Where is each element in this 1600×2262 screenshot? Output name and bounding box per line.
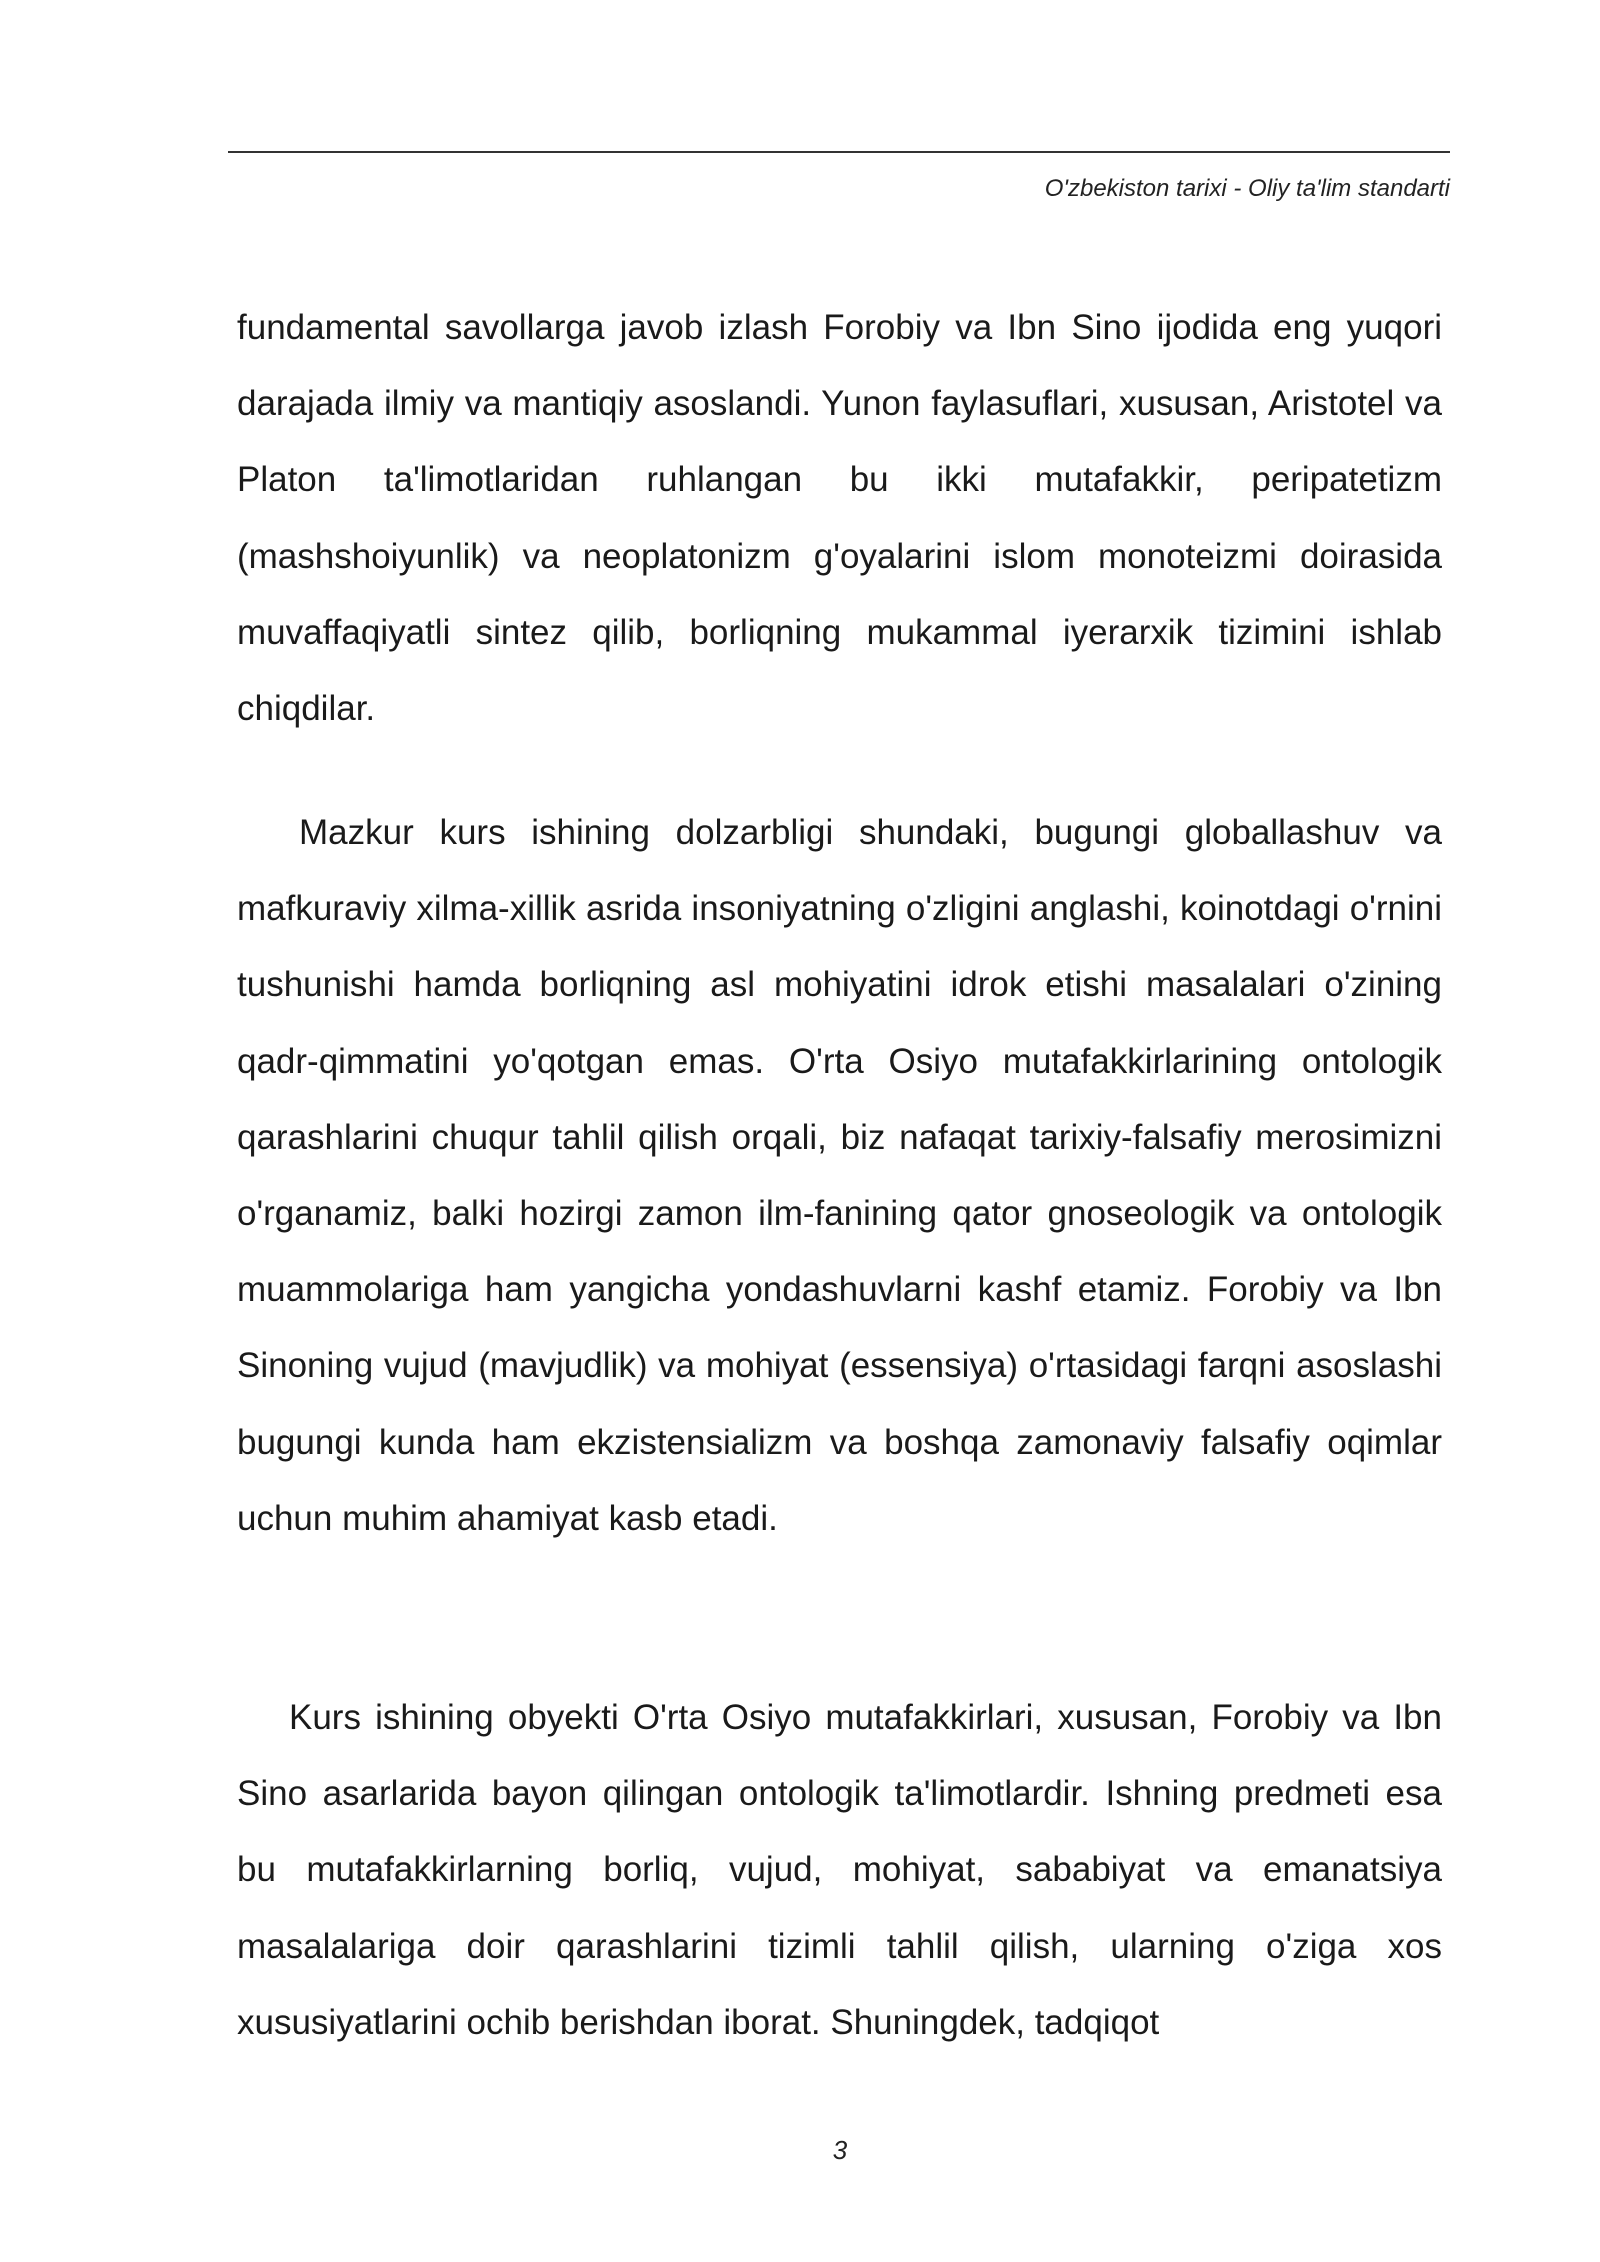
body-paragraph-3: Kurs ishining obyekti O'rta Osiyo mutafakkirlari, xususan, Forobiy va Ibn Sino asarlarida bayon qilingan ontologik ta'limotlardir. Ishning predmeti esa bu mutafakkirlarning borliq, vujud, mohiyat, sababiyat va emanatsiya masalalariga doir qarashlarini tizimli tahlil qilish, ularning o'ziga xos xususiyatlarini ochib berishdan iborat. Shuningdek, tadqiqot bbox=[237, 1698, 1442, 2042]
page-number: 3 bbox=[832, 2135, 848, 2165]
header-rule bbox=[228, 151, 1450, 153]
body-paragraph-2: Mazkur kurs ishining dolzarbligi shundaki, bugungi globallashuv va mafkuraviy xilma-xillik asrida insoniyatning o'zligini anglashi, koinotdagi o'rnini tushunishi hamda borliqning asl mohiyatini idrok etishi masalalari o'zining qadr-qimmatini yo'qotgan emas. O'rta Osiyo mutafakkirlarining ontologik qarashlarini chuqur tahlil qilish orqali, biz nafaqat tarixiy-falsafiy merosimizni o'rganamiz, balki hozirgi zamon ilm-fanining qator gnoseologik va ontologik muammolariga ham yangicha yondashuvlarni kashf etamiz. Forobiy va Ibn Sinoning vujud (mavjudlik) va mohiyat (essensiya) o'rtasidagi farqni asoslashi bugungi kunda ham ekzistensializm va boshqa zamonaviy falsafiy oqimlar uchun muhim ahamiyat kasb etadi. bbox=[237, 813, 1442, 1538]
running-header: O'zbekiston tarixi - Oliy ta'lim standarti bbox=[1044, 175, 1450, 202]
body-paragraph-1: fundamental savollarga javob izlash Forobiy va Ibn Sino ijodida eng yuqori darajada ilmiy va mantiqiy asoslandi. Yunon faylasuflari, xususan, Aristotel va Platon ta'limotlaridan ruhlangan bu ikki mutafakkir, peripatetizm (mashshoiyunlik) va neoplatonizm g'oyalarini islom monoteizmi doirasida muvaffaqiyatli sintez qilib, borliqning mukammal iyerarxik tizimini ishlab chiqdilar. bbox=[237, 308, 1442, 729]
